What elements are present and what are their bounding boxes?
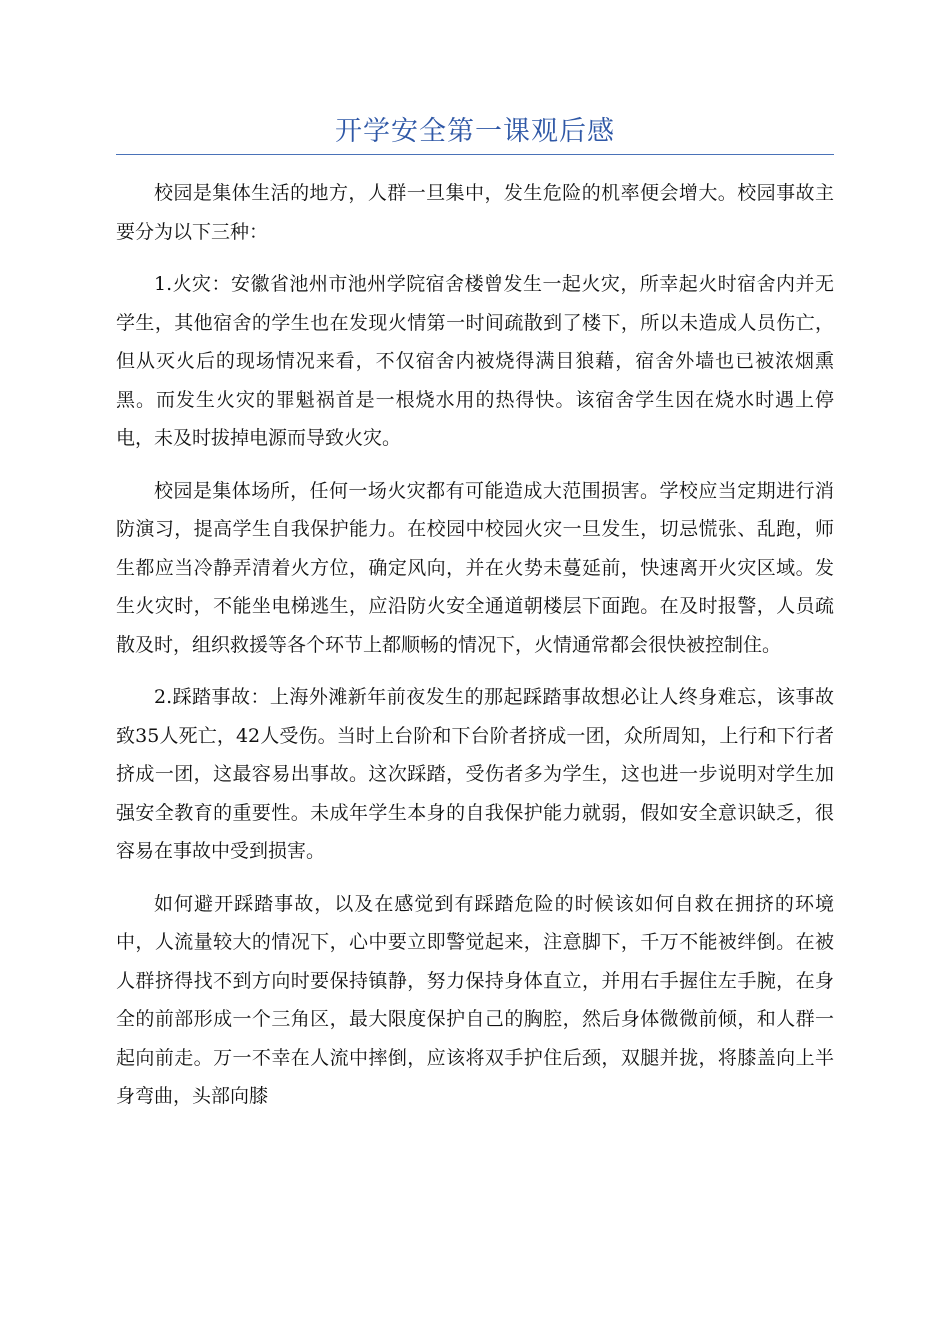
paragraph-fire-safety: 校园是集体场所，任何一场火灾都有可能造成大范围损害。学校应当定期进行消防演习，提高学生自我保护能力。在校园中校园火灾一旦发生，切忌慌张、乱跑，师生都应当冷静弄清着火方位，确定风向，并在火势未蔓延前，快速离开火灾区域。发生火灾时，不能坐电梯逃生，应沿防火安全通道朝楼层下面跑。在及时报警，人员疏散及时，组织救援等各个环节上都顺畅的情况下，火情通常都会很快被控制住。: [116, 479, 834, 656]
page-title: 开学安全第一课观后感: [335, 116, 615, 147]
paragraph-stampede: 2.踩踏事故：上海外滩新年前夜发生的那起踩踏事故想必让人终身难忘，该事故致35人死亡，42人受伤。当时上台阶和下台阶者挤成一团，众所周知，上行和下行者挤成一团，这最容易出事故。这次踩踏，受伤者多为学生，这也进一步说明对学生加强安全教育的重要性。未成年学生本身的自我保护能力就弱，假如安全意识缺乏，很容易在事故中受到损害。: [116, 686, 834, 862]
title-underline: [116, 154, 834, 155]
paragraph-fire: 1.火灾：安徽省池州市池州学院宿舍楼曾发生一起火灾，所幸起火时宿舍内并无学生，其他宿舍的学生也在发现火情第一时间疏散到了楼下，所以未造成人员伤亡，但从灭火后的现场情况来看，不仅宿舍内被烧得满目狼藉，宿舍外墙也已被浓烟熏黑。而发生火灾的罪魁祸首是一根烧水用的热得快。该宿舍学生因在烧水时遇上停电，未及时拔掉电源而导致火灾。: [116, 273, 834, 449]
document-body: [116, 174, 834, 1130]
paragraph-intro: 校园是集体生活的地方，人群一旦集中，发生危险的机率便会增大。校园事故主要分为以下三种：: [116, 182, 834, 243]
paragraph-stampede-safety: 如何避开踩踏事故，以及在感觉到有踩踏危险的时候该如何自救在拥挤的环境中，人流量较大的情况下，心中要立即警觉起来，注意脚下，千万不能被绊倒。在被人群挤得找不到方向时要保持镇静，努力保持身体直立，并用右手握住左手腕，在身全的前部形成一个三角区，最大限度保护自己的胸腔，然后身体微微前倾，和人群一起向前走。万一不幸在人流中摔倒，应该将双手护住后颈，双腿并拢，将膝盖向上半身弯曲，头部向膝: [116, 892, 834, 1107]
